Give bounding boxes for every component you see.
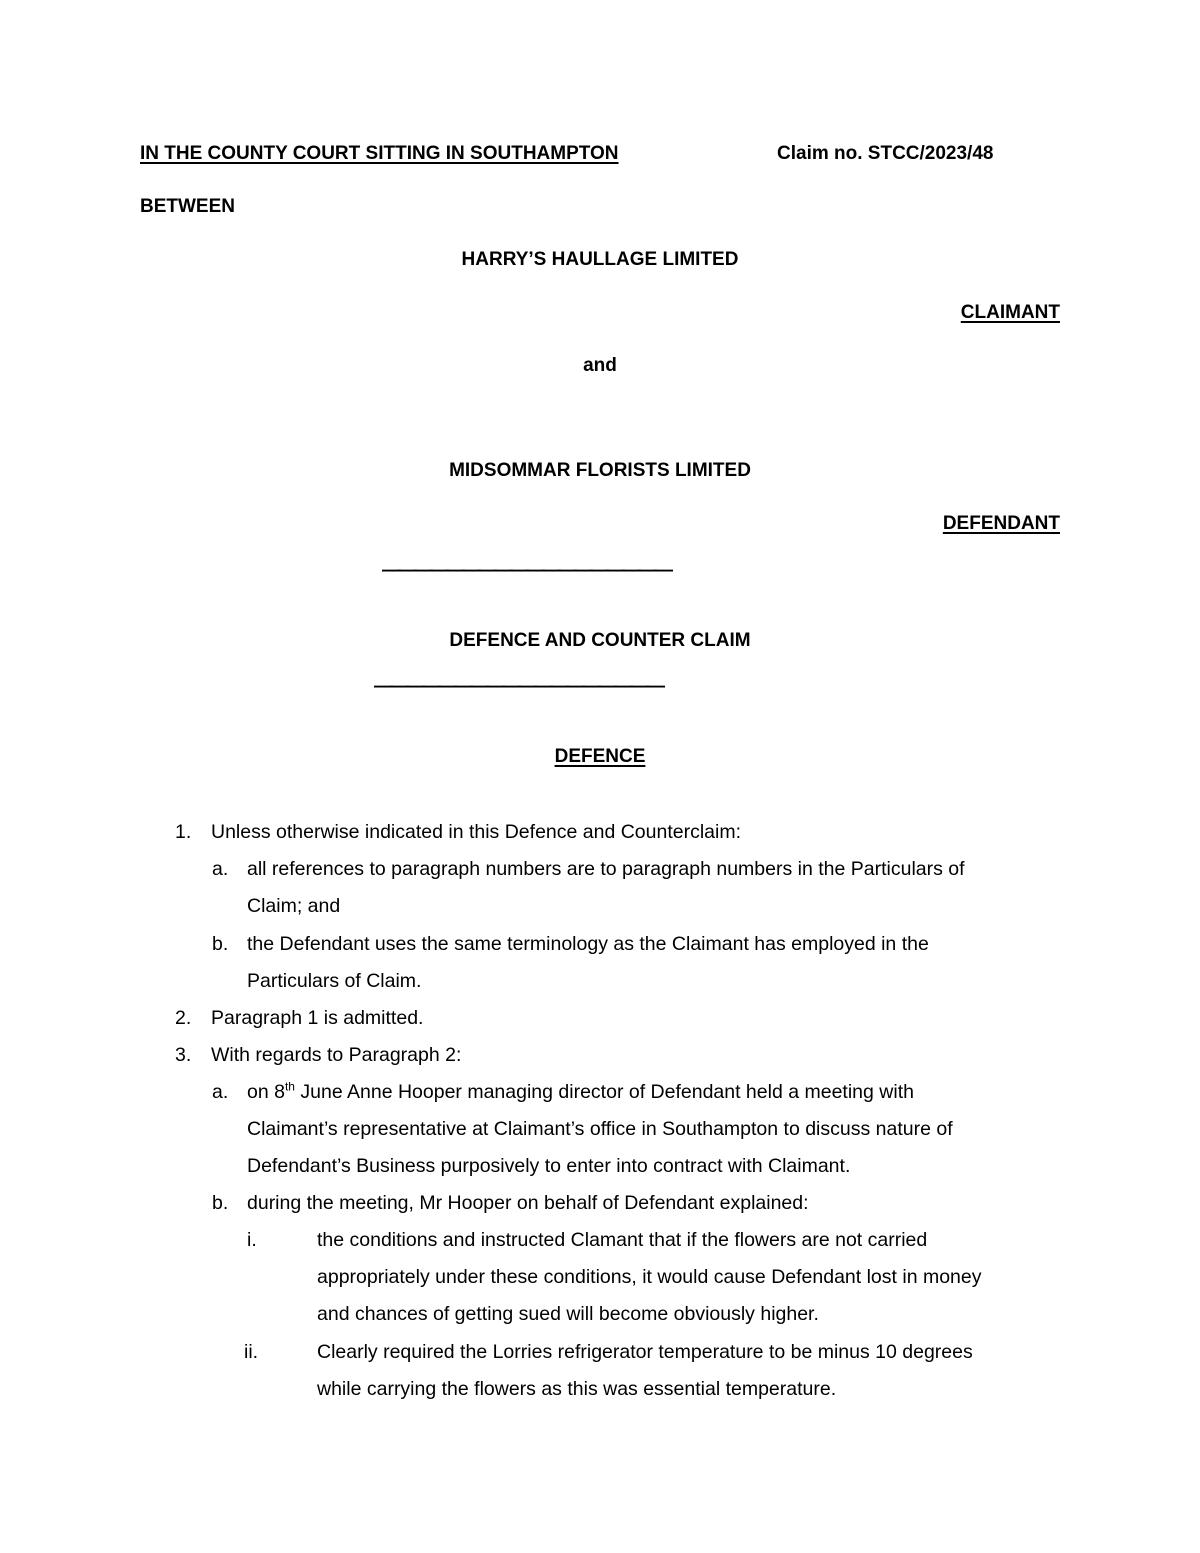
defendant-label: DEFENDANT xyxy=(942,513,1060,534)
roman-item-label: ii. xyxy=(244,1341,259,1363)
document-title: DEFENCE AND COUNTER CLAIM xyxy=(449,630,751,651)
ordinal-superscript: th xyxy=(284,1079,295,1094)
and-label: and xyxy=(583,355,617,376)
paragraph-text: Paragraph 1 is admitted. xyxy=(211,1007,424,1029)
paragraph-text: With regards to Paragraph 2: xyxy=(211,1044,462,1066)
subparagraph-label: a. xyxy=(212,858,229,880)
claim-number: Claim no. STCC/2023/48 xyxy=(777,143,994,164)
horizontal-rule-bottom: —————————————————— xyxy=(374,676,662,697)
horizontal-rule-top: —————————————————— xyxy=(382,560,670,581)
subparagraph-text: Particulars of Claim. xyxy=(247,970,422,992)
roman-item-text: and chances of getting sued will become obviously higher. xyxy=(317,1303,819,1325)
subparagraph-text: all references to paragraph numbers are to paragraph numbers in the Particulars of xyxy=(247,858,965,880)
subparagraph-text: Claim; and xyxy=(247,895,341,917)
roman-item-text: Clearly required the Lorries refrigerator temperature to be minus 10 degrees xyxy=(317,1341,973,1363)
section-heading-defence: DEFENCE xyxy=(554,746,646,767)
paragraph-number: 1. xyxy=(175,821,192,843)
paragraph-number: 3. xyxy=(175,1044,192,1066)
roman-item-label: i. xyxy=(247,1229,257,1251)
between-label: BETWEEN xyxy=(140,196,235,217)
subparagraph-text: the Defendant uses the same terminology as the Claimant has employed in the xyxy=(247,933,929,955)
subparagraph-label: b. xyxy=(212,933,229,955)
subparagraph-label: a. xyxy=(212,1081,229,1103)
defendant-name: MIDSOMMAR FLORISTS LIMITED xyxy=(449,460,751,481)
subparagraph-text: on 8th June Anne Hooper managing director of Defendant held a meeting with xyxy=(247,1079,914,1103)
subparagraph-label: b. xyxy=(212,1192,229,1214)
subparagraph-text: Defendant’s Business purposively to enter into contract with Claimant. xyxy=(247,1155,851,1177)
roman-item-text: appropriately under these conditions, it would cause Defendant lost in money xyxy=(317,1266,982,1288)
claimant-label: CLAIMANT xyxy=(960,302,1060,323)
claimant-name: HARRY’S HAULLAGE LIMITED xyxy=(461,249,739,270)
roman-item-text: while carrying the flowers as this was essential temperature. xyxy=(317,1378,837,1400)
court-name: IN THE COUNTY COURT SITTING IN SOUTHAMPTON xyxy=(140,143,619,164)
paragraph-number: 2. xyxy=(175,1007,192,1029)
subparagraph-text: during the meeting, Mr Hooper on behalf of Defendant explained: xyxy=(247,1192,809,1214)
paragraph-text: Unless otherwise indicated in this Defence and Counterclaim: xyxy=(211,821,742,843)
roman-item-text: the conditions and instructed Clamant that if the flowers are not carried xyxy=(317,1229,928,1251)
subparagraph-text: Claimant’s representative at Claimant’s office in Southampton to discuss nature of xyxy=(247,1118,953,1140)
